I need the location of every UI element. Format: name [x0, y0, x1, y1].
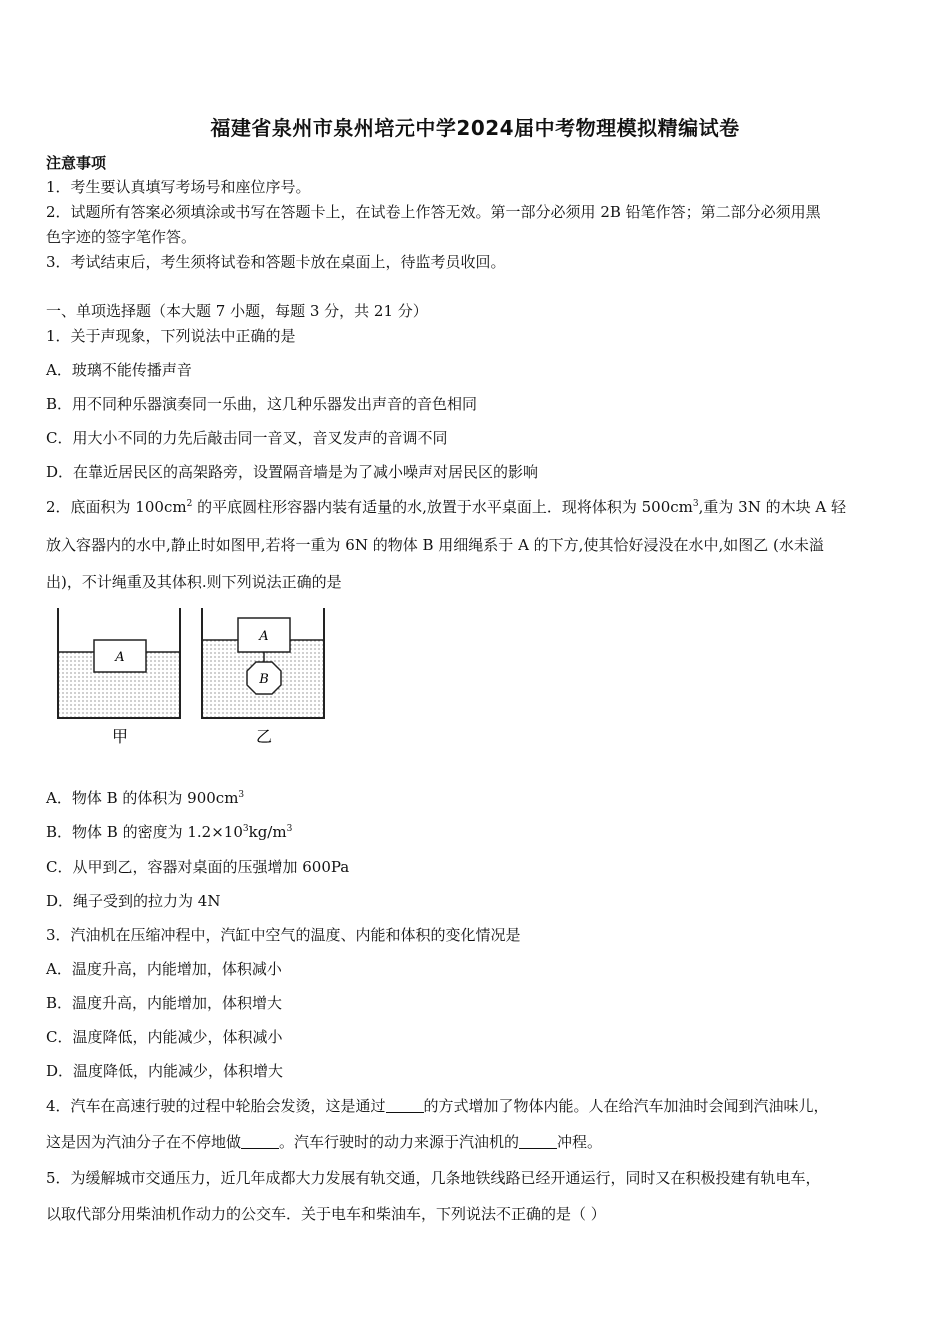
container-jia: [58, 608, 180, 718]
answer-blank[interactable]: [241, 1134, 279, 1149]
object-b-label: B: [259, 672, 269, 687]
q3-option-a: A．温度升高，内能增加，体积减小: [46, 960, 282, 978]
q3-option-d: D．温度降低，内能减少，体积增大: [46, 1062, 284, 1080]
q3-option-b: B．温度升高，内能增加，体积增大: [46, 994, 283, 1012]
notice-heading: 注意事项: [46, 154, 107, 172]
q4-text: 4．汽车在高速行驶的过程中轮胎会发烫，这是通过: [46, 1097, 386, 1115]
notice-item-2-line-1: 2．试题所有答案必须填涂或书写在答题卡上，在试卷上作答无效。第一部分必须用 2B 铅笔作答；第二部分必须用黑: [46, 203, 821, 221]
q1-option-a: A．玻璃不能传播声音: [46, 361, 192, 379]
superscript: 3: [238, 790, 245, 800]
answer-blank[interactable]: [386, 1098, 424, 1113]
q2-option-b-unit: kg/m: [248, 823, 287, 841]
q4-text: 冲程。: [557, 1133, 603, 1151]
superscript: 3: [286, 824, 293, 834]
q2-option-a: [46, 787, 244, 809]
q5-line-1: 5．为缓解城市交通压力，近几年成都大力发展有轨交通，几条地铁线路已经开通运行，同时又在积极投建有轨电车，: [46, 1169, 821, 1187]
q1-option-d: D．在靠近居民区的高架路旁，设置隔音墙是为了减小噪声对居民区的影响: [46, 463, 539, 481]
q2-text: ,重为 3N 的木块 A 轻: [698, 498, 846, 516]
superscript: 3: [692, 499, 699, 509]
q2-option-b: [46, 821, 292, 843]
q4-line-2: [46, 1131, 602, 1153]
section-heading: 一、单项选择题（本大题 7 小题，每题 3 分，共 21 分）: [46, 302, 428, 320]
q4-line-1: [46, 1095, 829, 1117]
q1-option-c: C．用大小不同的力先后敲击同一音叉，音叉发声的音调不同: [46, 429, 448, 447]
q2-option-b-text: B．物体 B 的密度为 1.2×10: [46, 823, 243, 841]
q2-option-a-text: A．物体 B 的体积为 900cm: [46, 789, 239, 807]
superscript: 3: [242, 824, 249, 834]
container-yi: [202, 608, 324, 718]
q2-text: 的平底圆柱形容器内装有适量的水,放置于水平桌面上．现将体积为 500cm: [192, 498, 693, 516]
q2-option-d: D．绳子受到的拉力为 4N: [46, 892, 221, 910]
notice-item-1: 1．考生要认真填写考场号和座位序号。: [46, 178, 311, 196]
notice-item-2-line-2: 色字迹的签字笔作答。: [46, 228, 197, 246]
answer-blank[interactable]: [519, 1134, 557, 1149]
q2-option-c: C．从甲到乙，容器对桌面的压强增加 600Pa: [46, 858, 350, 876]
q3-stem: 3．汽油机在压缩冲程中，汽缸中空气的温度、内能和体积的变化情况是: [46, 926, 521, 944]
page-title: 福建省泉州市泉州培元中学2024届中考物理模拟精编试卷: [210, 116, 740, 140]
q1-option-b: B．用不同种乐器演奏同一乐曲，这几种乐器发出声音的音色相同: [46, 395, 478, 413]
q4-text: 。汽车行驶时的动力来源于汽油机的: [279, 1133, 520, 1151]
q2-stem-line-3: 出)，不计绳重及其体积.则下列说法正确的是: [46, 573, 342, 591]
q2-stem-line-1: [46, 496, 846, 518]
figure-label-yi: 乙: [255, 727, 273, 746]
block-a-label: A: [115, 650, 125, 665]
notice-item-3: 3．考试结束后，考生须将试卷和答题卡放在桌面上，待监考员收回。: [46, 253, 506, 271]
block-a-label: A: [259, 629, 269, 644]
q4-text: 的方式增加了物体内能。人在给汽车加油时会闻到汽油味儿，: [423, 1097, 829, 1115]
q3-option-c: C．温度降低，内能减少，体积减小: [46, 1028, 283, 1046]
container-diagram: [50, 604, 340, 754]
q2-figure: [50, 604, 340, 758]
figure-label-jia: 甲: [111, 727, 129, 746]
q2-text: 2．底面积为 100cm: [46, 498, 187, 516]
q1-stem: 1．关于声现象，下列说法中正确的是: [46, 327, 296, 345]
q5-line-2: 以取代部分用柴油机作动力的公交车．关于电车和柴油车，下列说法不正确的是（ ）: [46, 1205, 606, 1223]
q2-stem-line-2: 放入容器内的水中,静止时如图甲,若将一重为 6N 的物体 B 用细绳系于 A 的下方,使其恰好浸没在水中,如图乙 (水未溢: [46, 536, 824, 554]
superscript: 2: [186, 499, 193, 509]
q4-text: 这是因为汽油分子在不停地做: [46, 1133, 242, 1151]
